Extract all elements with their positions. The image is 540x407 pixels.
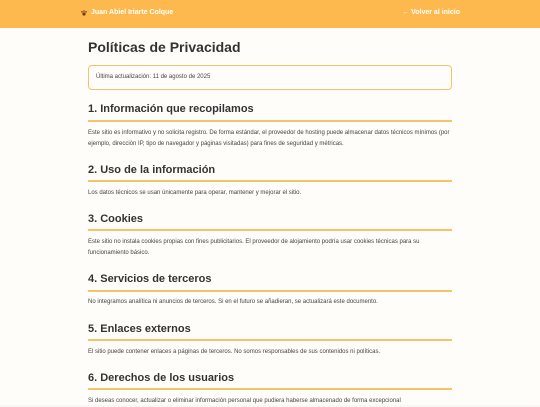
- author-name: Juan Abiel Iriarte Colque: [91, 9, 174, 16]
- paw-icon: [81, 10, 87, 16]
- back-to-home-link[interactable]: ← Volver al inicio: [402, 9, 460, 16]
- section-text: Si deseas conocer, actualizar o eliminar información personal que pudiera haberse almacenado de forma excepcional: [88, 398, 401, 404]
- section-title: 5. Enlaces externos: [88, 323, 191, 335]
- page-title: Políticas de Privacidad: [88, 39, 241, 55]
- top-navigation-bar: [0, 0, 540, 28]
- privacy-page: [0, 28, 540, 405]
- site-brand[interactable]: [81, 9, 173, 16]
- last-updated-box: [88, 65, 452, 90]
- section-divider: [88, 120, 452, 122]
- section-divider: [88, 180, 452, 182]
- section-text: No integramos analítica ni anuncios de terceros. Si en el futuro se añadieran, se actualizará este documento.: [88, 299, 378, 305]
- section-title: 4. Servicios de terceros: [88, 273, 212, 285]
- section-title: 2. Uso de la información: [88, 164, 216, 176]
- section-text: Este sitio no instala cookies propias con fines publicitarios. El proveedor de alojamiento podría usar cookies técnicas para su funcionamiento básico.: [88, 239, 420, 256]
- section-text: El sitio puede contener enlaces a páginas de terceros. No somos responsables de sus contenidos ni políticas.: [88, 349, 381, 355]
- section-title: 6. Derechos de los usuarios: [88, 372, 235, 384]
- section-text: Los datos técnicos se usan únicamente para operar, mantener y mejorar el sitio.: [88, 190, 302, 196]
- section-title: 3. Cookies: [88, 213, 144, 225]
- section-text: Este sitio es informativo y no solicita registro. De forma estándar, el proveedor de hosting puede almacenar datos técnicos mínimos (por ejemplo, dirección IP, tipo de navegador y páginas visitadas) para fines de seguridad y métricas.: [88, 130, 450, 147]
- last-updated-text: Última actualización: 11 de agosto de 2025: [96, 74, 211, 80]
- section-title: 1. Información que recopilamos: [88, 103, 254, 115]
- section-divider: [88, 229, 452, 231]
- section-divider: [88, 290, 452, 292]
- section-divider: [88, 339, 452, 341]
- section-divider: [88, 388, 452, 390]
